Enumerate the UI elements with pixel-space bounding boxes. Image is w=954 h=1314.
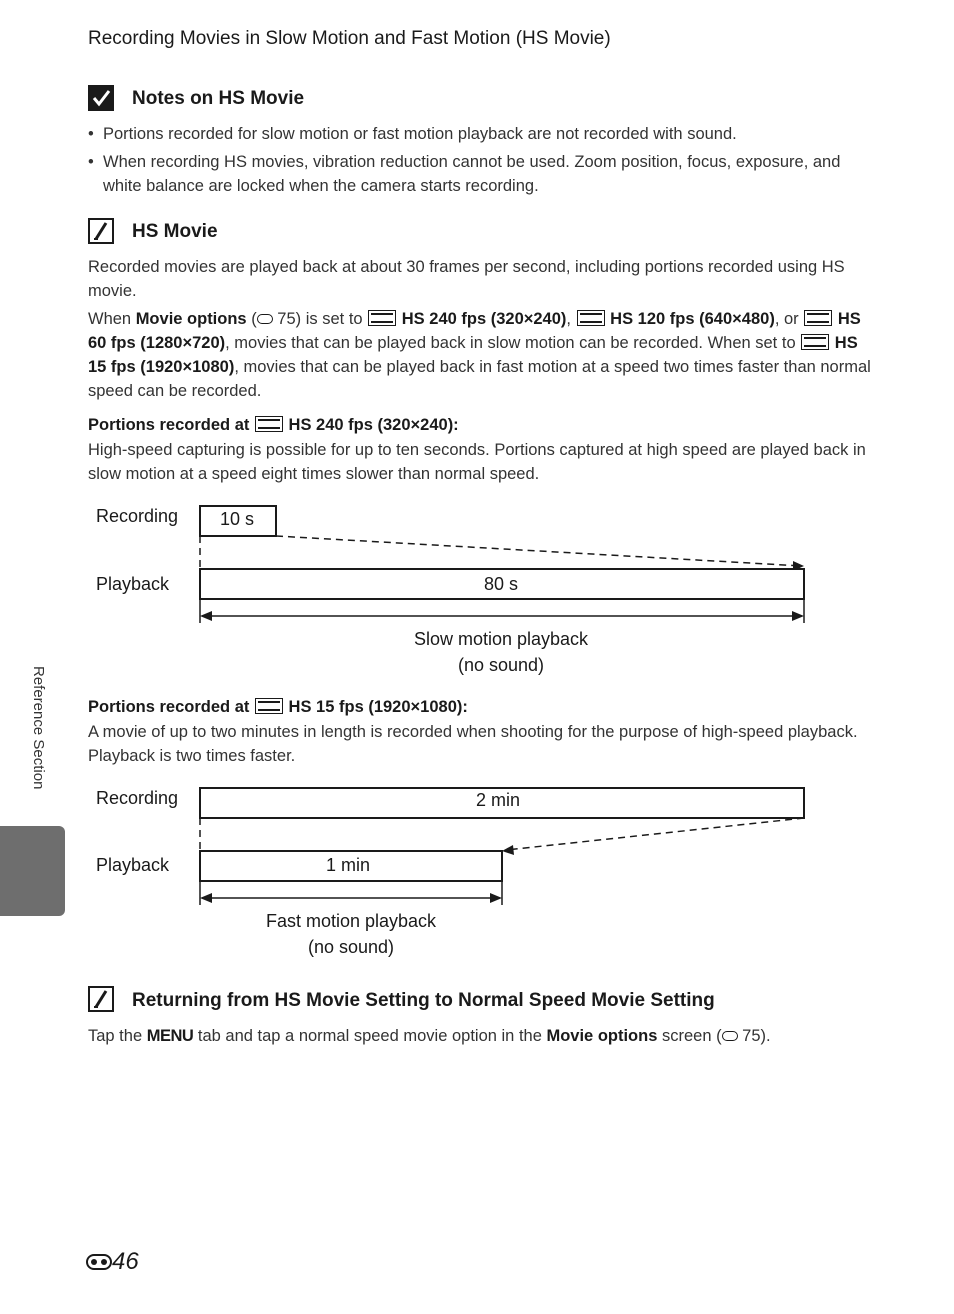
slow-recording-value: 10 s <box>220 509 255 529</box>
hs-60-mode-icon <box>804 310 832 326</box>
hs-240-mode-icon <box>368 310 396 326</box>
hs-240-mode-icon <box>255 416 283 432</box>
slow-caption: Slow motion playback (no sound) <box>413 629 589 675</box>
hs-movie-title: HS Movie <box>132 221 218 242</box>
hs-movie-paragraph-1: Recorded movies are played back at about 30 frames per second, including portions recorded using HS movie. <box>88 258 845 300</box>
fast-caption: Fast motion playback (no sound) <box>265 911 437 957</box>
fast-description: A movie of up to two minutes in length is recorded when shooting for the purpose of high-speed playback. Playback is two times faster. <box>88 723 858 765</box>
fast-recording-value: 2 min <box>476 790 521 810</box>
list-item: • When recording HS movies, vibration reduction cannot be used. Zoom position, focus, exposure, and white balance are locked when the camera starts recording. <box>88 150 878 198</box>
hs-15-mode-icon <box>255 698 283 714</box>
slow-playback-label: Playback <box>96 574 170 594</box>
slow-motion-diagram <box>190 496 820 631</box>
pencil-tip-icon <box>88 218 114 244</box>
movie-options-label: Movie options <box>135 310 247 328</box>
returning-title: Returning from HS Movie Setting to Normal Speed Movie Setting <box>132 990 715 1011</box>
slow-recording-label: Recording <box>96 506 179 526</box>
check-note-icon <box>88 85 114 111</box>
page-header: Recording Movies in Slow Motion and Fast Motion (HS Movie) <box>88 28 611 49</box>
side-section-label: Reference Section <box>30 666 47 790</box>
fast-recording-label: Recording <box>96 788 179 808</box>
reference-section-icon <box>86 1254 112 1270</box>
notes-list <box>88 122 878 202</box>
slow-description: High-speed capturing is possible for up to ten seconds. Portions captured at high speed are played back in slow motion at a speed eight times slower than normal speed. <box>88 441 866 483</box>
page-number: 46 <box>86 1248 139 1276</box>
fast-heading: Portions recorded at HS 15 fps (1920×1080): <box>88 698 468 716</box>
side-section-tab <box>0 826 65 916</box>
hs-movie-paragraph-2: When Movie options ( 75) is set to HS 240 fps (320×240), HS 120 fps (640×480), or HS 60 fps (1280×720), movies that can be played back in slow motion can be recorded. When set to HS 15 fps (1920×1080), movies that can be played back in fast motion at a speed two times faster than normal speed can be recorded. <box>88 310 871 400</box>
pencil-tip-icon <box>88 986 114 1012</box>
hs-15-mode-icon <box>801 334 829 350</box>
menu-tab-label: MENU <box>146 1027 194 1045</box>
fast-playback-label: Playback <box>96 855 170 875</box>
hs-120-mode-icon <box>577 310 605 326</box>
list-item: • Portions recorded for slow motion or fast motion playback are not recorded with sound. <box>88 122 878 146</box>
reference-icon <box>257 314 273 324</box>
slow-heading: Portions recorded at HS 240 fps (320×240): <box>88 416 459 434</box>
slow-playback-value: 80 s <box>484 574 519 594</box>
returning-text: Tap the MENU tab and tap a normal speed movie option in the Movie options screen ( 75). <box>88 1027 771 1045</box>
movie-options-label: Movie options <box>546 1027 658 1045</box>
fast-playback-value: 1 min <box>326 855 371 875</box>
reference-icon <box>722 1031 738 1041</box>
notes-title: Notes on HS Movie <box>132 88 305 109</box>
